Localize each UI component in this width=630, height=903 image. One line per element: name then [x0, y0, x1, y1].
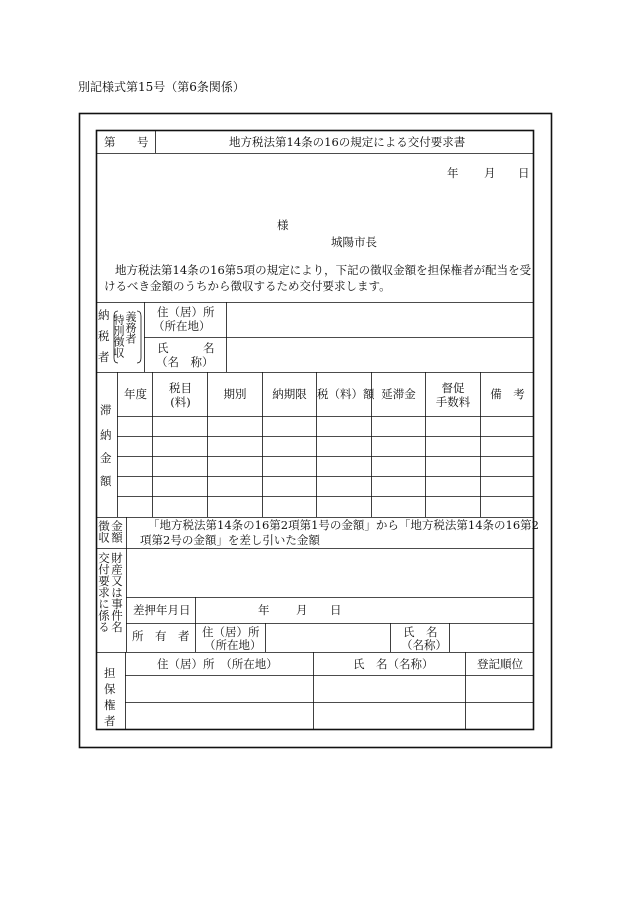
number-label-1: 第 [104, 135, 116, 149]
date-month-label: 月 [484, 166, 496, 180]
arrears-label-char: 額 [100, 474, 112, 488]
secured-name-header: 氏 名（名称） [353, 657, 434, 671]
arrears-header-due-date: 納期限 [272, 387, 307, 401]
owner-name-label: 氏 名 [403, 625, 438, 639]
date-year-label: 年 [447, 166, 459, 180]
taxpayer-obligor-label: 義務者 [124, 311, 137, 344]
arrears-header-tax-item: 税目 (料) [169, 381, 192, 409]
secured-label-char: 者 [104, 714, 116, 728]
document-title: 地方税法第14条の16の規定による交付要求書 [229, 135, 466, 149]
secured-label-char: 保 [104, 682, 116, 696]
secured-address-header: 住（居）所 （所在地） [157, 657, 278, 671]
property-label-col2: 交付要求に係る [97, 552, 111, 633]
arrears-label-char: 滞 [100, 403, 112, 417]
secured-label-char: 担 [104, 666, 116, 680]
collection-text-line-2: 項第2号の金額」を差し引いた金額 [140, 533, 320, 547]
secured-rank-header: 登記順位 [477, 657, 523, 671]
arrears-header-tax-amount: 税（料）額 [317, 387, 375, 401]
taxpayer-name-sub: （名 称） [156, 355, 214, 369]
form-label: 別記様式第15号（第6条関係） [78, 80, 245, 94]
owner-address-sub: （所在地） [204, 638, 262, 652]
taxpayer-address-label: 住（居）所 [157, 305, 215, 319]
taxpayer-label-char: 者 [98, 350, 110, 364]
arrears-label-char: 納 [100, 428, 112, 442]
secured-label-char: 権 [104, 698, 116, 712]
arrears-header-period: 期別 [223, 387, 247, 401]
taxpayer-label-char: 税 [98, 329, 110, 343]
taxpayer-address-sub: （所在地） [153, 319, 211, 333]
collection-text-line-1: 「地方税法第14条の16第2項第1号の金額」から「地方税法第14条の16第2 [148, 518, 539, 532]
arrears-header-remarks: 備 考 [490, 387, 525, 401]
seizure-day-unit: 日 [330, 603, 342, 617]
taxpayer-name-label: 氏 名 [157, 341, 215, 355]
seizure-year-unit: 年 [258, 603, 270, 617]
collection-label-col2: 徴収 [97, 520, 111, 543]
taxpayer-label-char: 納 [98, 308, 110, 322]
arrears-header-year: 年度 [124, 387, 147, 401]
owner-address-label: 住（居）所 [202, 625, 260, 639]
statement-line-2: けるべき金額のうちから徴収するため交付要求します。 [104, 279, 391, 293]
number-label-2: 号 [137, 135, 149, 149]
arrears-label-char: 金 [100, 451, 112, 465]
addressee-suffix: 様 [277, 218, 289, 232]
owner-name-sub: （名称） [401, 638, 447, 652]
date-day-label: 日 [518, 166, 530, 180]
property-label-col1: 財産又は事件名 [110, 552, 124, 633]
statement-line-1: 地方税法第14条の16第5項の規定により，下記の徴収金額を担保権者が配当を受 [115, 263, 532, 277]
seizure-month-unit: 月 [296, 603, 308, 617]
collection-label-col1: 金額 [110, 520, 124, 543]
owner-label: 所 有 者 [132, 629, 190, 643]
issuer: 城陽市長 [331, 235, 377, 249]
seizure-date-label: 差押年月日 [133, 603, 191, 617]
arrears-header-demand-fee: 督促 手数料 [435, 381, 471, 409]
arrears-header-late-fee: 延滞金 [381, 387, 416, 401]
taxpayer-special-collection-label: 特別徴収 [112, 314, 125, 358]
